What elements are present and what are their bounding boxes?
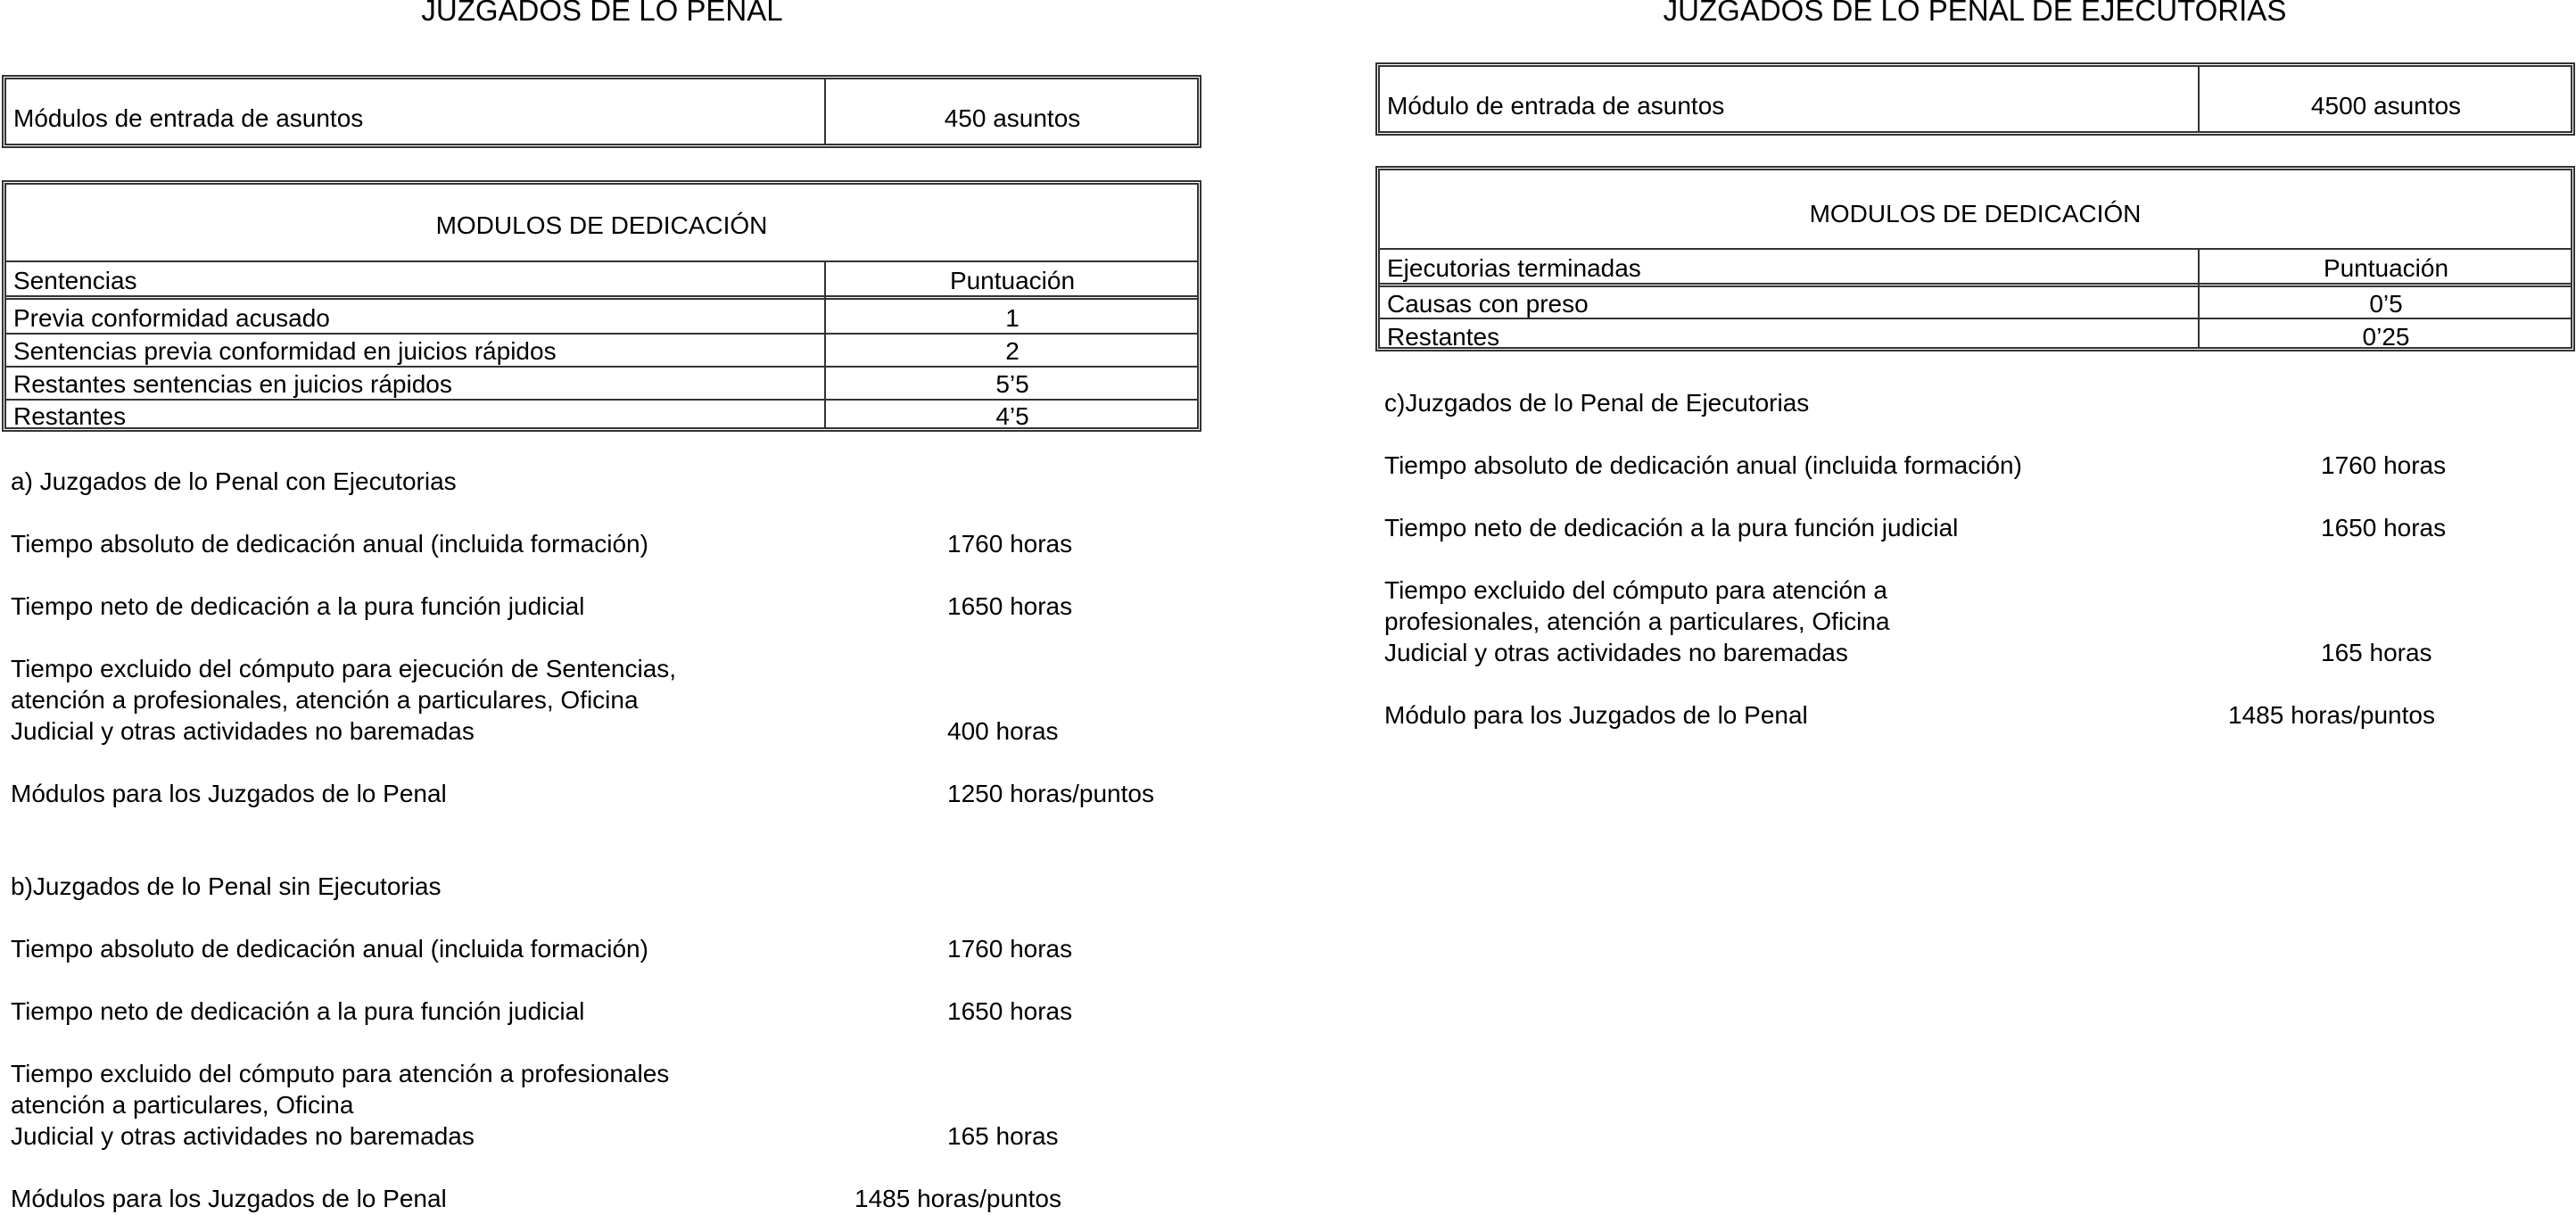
left-row-label: Restantes sentencias en juicios rápidos (13, 370, 452, 398)
section-a-excluido-line: Judicial y otras actividades no baremadas (11, 717, 475, 745)
left-dedicacion-title: MODULOS DE DEDICACIÓN (435, 211, 768, 239)
right-row-value: 0’5 (2369, 290, 2403, 318)
section-b-excluido-line: Tiempo excluido del cómputo para atención a profesionales (11, 1060, 670, 1087)
left-dedicacion-table (2, 180, 1201, 432)
section-c-modulo-value: 1485 horas/puntos (2228, 701, 2435, 729)
left-row-value: 5’5 (995, 370, 1029, 398)
row-divider (1380, 248, 2571, 250)
row-divider (1380, 318, 2571, 319)
left-row-label: Sentencias previa conformidad en juicios rápidos (13, 337, 557, 365)
section-c-neto-value: 1650 horas (2321, 514, 2447, 541)
left-title: JUZGADOS DE LO PENAL (421, 0, 783, 27)
section-c-modulo-label: Módulo para los Juzgados de lo Penal (1384, 701, 1808, 729)
row-divider (1380, 283, 2571, 287)
row-divider (6, 260, 1197, 262)
section-b-absoluto-value: 1760 horas (947, 935, 1073, 963)
row-divider (6, 399, 1197, 401)
section-a-excluido-line: Tiempo excluido del cómputo para ejecución de Sentencias, (11, 655, 677, 682)
right-header-puntuacion: Puntuación (2323, 254, 2449, 282)
left-row-value: 2 (1005, 337, 1020, 365)
section-a-title: a) Juzgados de lo Penal con Ejecutorias (11, 467, 457, 495)
section-c-excluido-line: Tiempo excluido del cómputo para atención a (1384, 576, 1887, 604)
section-b-modulo-label: Módulos para los Juzgados de lo Penal (11, 1185, 447, 1212)
left-header-sentencias: Sentencias (13, 267, 137, 294)
left-entrada-label: Módulos de entrada de asuntos (13, 104, 364, 132)
section-b-neto-value: 1650 horas (947, 997, 1073, 1025)
section-c-title: c)Juzgados de lo Penal de Ejecutorias (1384, 389, 1810, 417)
section-b-modulo-value: 1485 horas/puntos (855, 1185, 1061, 1212)
right-row-label: Causas con preso (1387, 290, 1589, 318)
left-row-label: Previa conformidad acusado (13, 304, 330, 332)
right-row-value: 0’25 (2362, 323, 2410, 351)
section-a-excluido-value: 400 horas (947, 717, 1059, 745)
section-b-absoluto-label: Tiempo absoluto de dedicación anual (incluida formación) (11, 935, 648, 963)
section-c-excluido-value: 165 horas (2321, 639, 2432, 666)
left-row-value: 1 (1005, 304, 1020, 332)
section-c-absoluto-value: 1760 horas (2321, 451, 2447, 479)
right-title: JUZGADOS DE LO PENAL DE EJECUTORIAS (1663, 0, 2287, 27)
right-row-label: Restantes (1387, 323, 1500, 351)
section-c-neto-label: Tiempo neto de dedicación a la pura función judicial (1384, 514, 1959, 541)
section-a-modulo-value: 1250 horas/puntos (947, 780, 1154, 807)
left-header-puntuacion: Puntuación (949, 267, 1076, 294)
section-b-excluido-line: Judicial y otras actividades no baremadas (11, 1122, 475, 1150)
section-c-absoluto-label: Tiempo absoluto de dedicación anual (incluida formación) (1384, 451, 2022, 479)
section-a-modulo-label: Módulos para los Juzgados de lo Penal (11, 780, 447, 807)
right-entrada-value: 4500 asuntos (2310, 92, 2462, 120)
section-b-neto-label: Tiempo neto de dedicación a la pura función judicial (11, 997, 585, 1025)
section-c-excluido-line: Judicial y otras actividades no baremadas (1384, 639, 1848, 666)
left-entrada-value: 450 asuntos (944, 104, 1081, 132)
row-divider (6, 366, 1197, 368)
left-row-label: Restantes (13, 402, 127, 430)
right-dedicacion-title: MODULOS DE DEDICACIÓN (1809, 200, 2142, 227)
row-divider (6, 295, 1197, 300)
section-a-absoluto-value: 1760 horas (947, 530, 1073, 558)
right-dedicacion-table (1375, 166, 2575, 351)
left-row-value: 4’5 (995, 402, 1029, 430)
right-header-ejecutorias: Ejecutorias terminadas (1387, 254, 1641, 282)
section-b-excluido-line: atención a particulares, Oficina (11, 1091, 354, 1119)
section-b-title: b)Juzgados de lo Penal sin Ejecutorias (11, 872, 442, 900)
section-c-excluido-line: profesionales, atención a particulares, Oficina (1384, 608, 1890, 635)
section-a-absoluto-label: Tiempo absoluto de dedicación anual (incluida formación) (11, 530, 648, 558)
right-entrada-table (1375, 62, 2575, 136)
right-entrada-label: Módulo de entrada de asuntos (1387, 92, 1725, 120)
section-a-neto-value: 1650 horas (947, 592, 1073, 620)
section-a-neto-label: Tiempo neto de dedicación a la pura función judicial (11, 592, 585, 620)
left-entrada-table (2, 75, 1201, 148)
row-divider (6, 333, 1197, 335)
section-a-excluido-line: atención a profesionales, atención a particulares, Oficina (11, 686, 639, 714)
section-b-excluido-value: 165 horas (947, 1122, 1059, 1150)
